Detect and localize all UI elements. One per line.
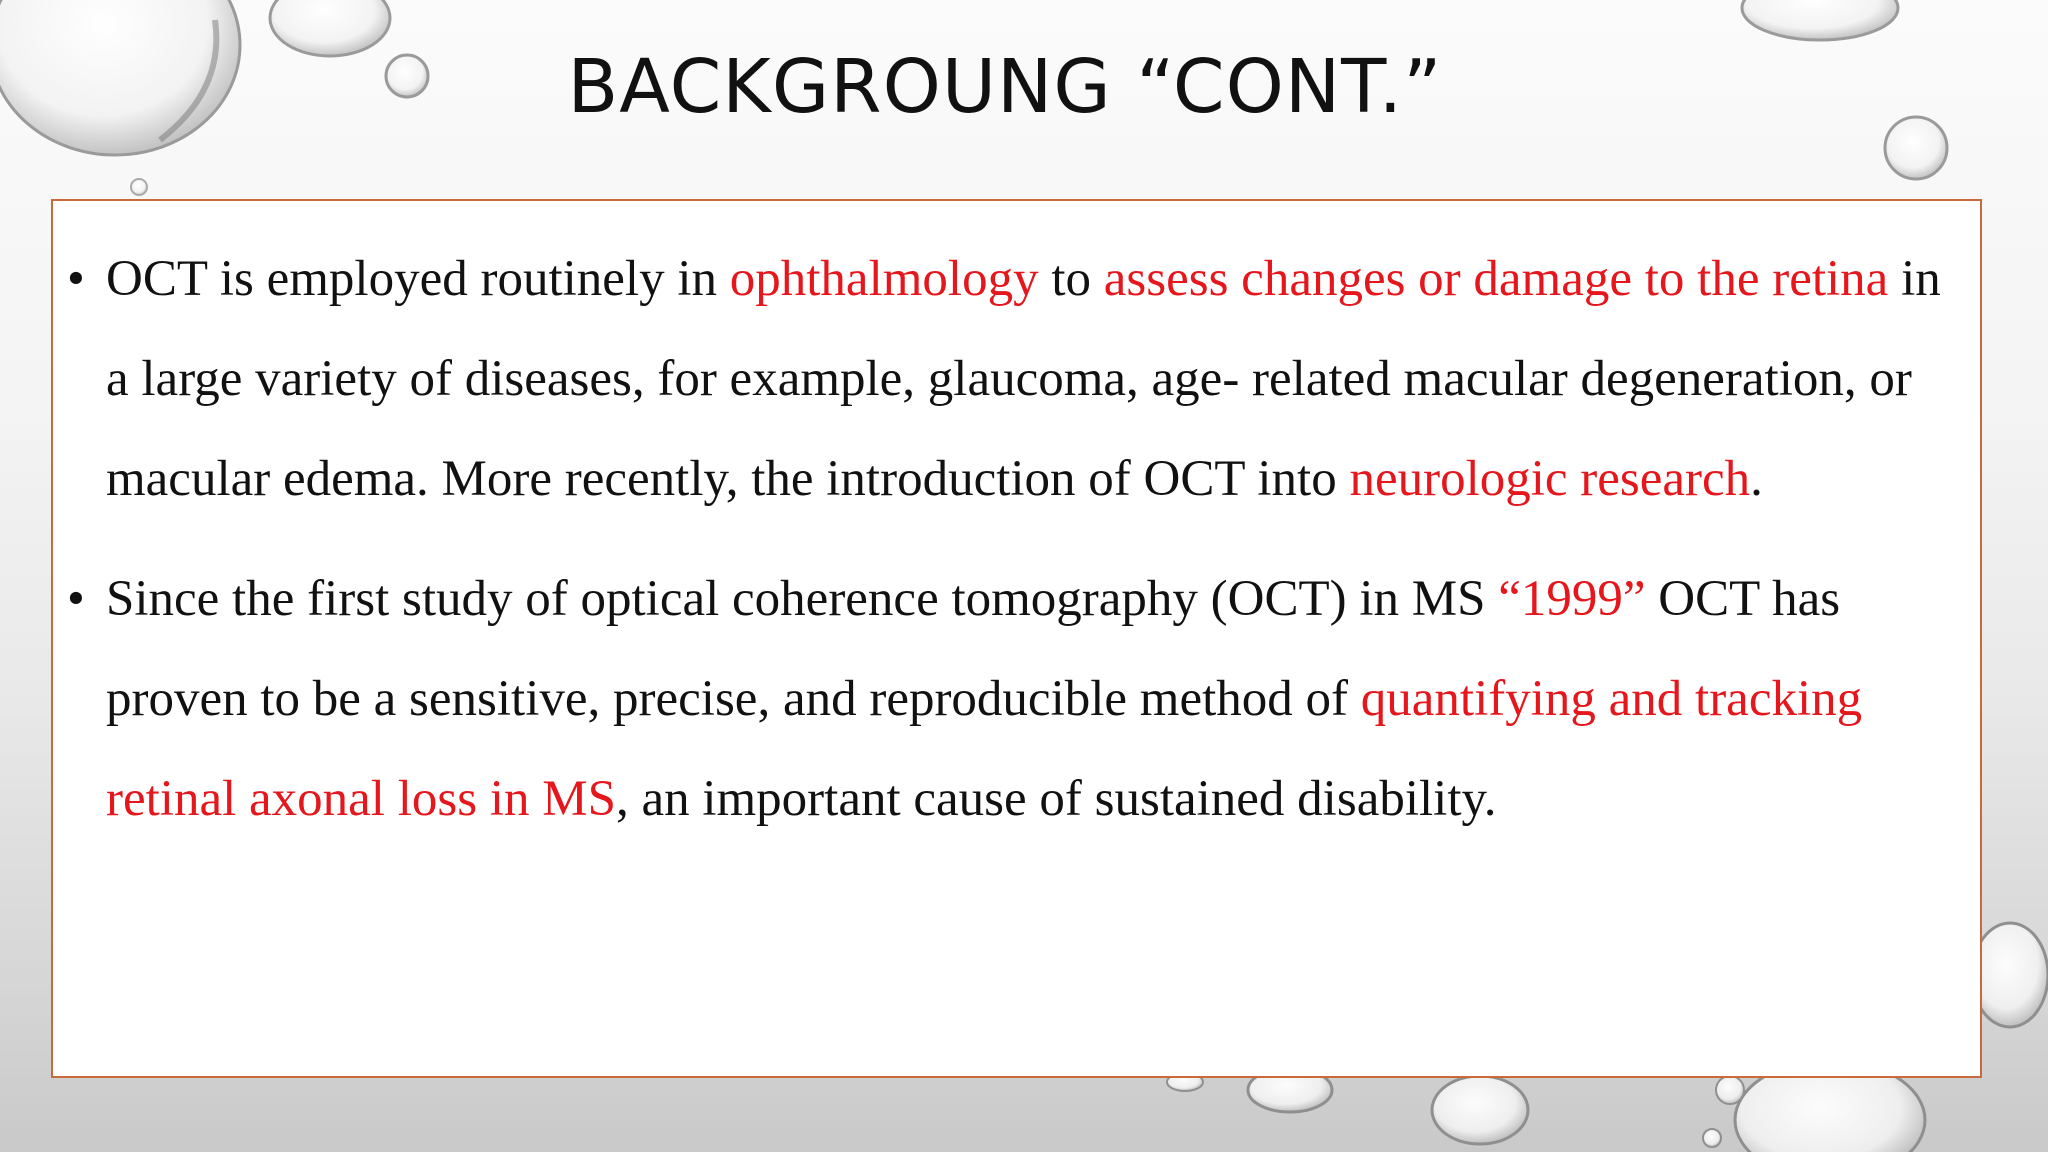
drop-bottom-right-edge	[1972, 923, 2048, 1027]
bullet-text-segment: in a large variety of diseases, for example, glaucoma, age- related macular degeneration, or macular edema. More recently, the introduction of OCT into	[106, 251, 1941, 507]
bullet-item-oct-ophthalmology	[53, 229, 1984, 529]
highlighted-phrase: assess changes or damage to the retina	[1103, 251, 1889, 307]
bullet-text-segment: to	[1038, 251, 1104, 307]
drop-top-right-large	[1742, 0, 1898, 40]
highlighted-phrase: neurologic research	[1349, 451, 1751, 507]
highlighted-phrase: “1999”	[1498, 571, 1646, 627]
bullet-text-segment: Since the first study of optical coherence tomography (OCT) in MS	[106, 571, 1499, 627]
slide-title: BACKGROUNG “CONT.”	[567, 44, 1443, 130]
bullet-marker: •	[67, 571, 85, 627]
highlighted-phrase: quantifying and tracking retinal axonal loss in MS	[106, 671, 1863, 827]
highlighted-phrase: ophthalmology	[729, 251, 1039, 307]
bullet-text-segment: .	[1750, 451, 1763, 507]
bullet-text-segment: OCT is employed routinely in	[106, 251, 730, 307]
bullet-list	[53, 229, 1984, 869]
content-box	[51, 199, 1982, 1078]
bullet-text-segment: , an important cause of sustained disability.	[615, 771, 1497, 827]
bullet-marker: •	[67, 251, 85, 307]
drop-bottom-mid-1	[1432, 1076, 1528, 1144]
bullet-text-segment: OCT has proven to be a sensitive, precise, and reproducible method of	[106, 571, 1841, 727]
drop-tiny-1	[131, 179, 147, 195]
drop-bottom-mid-5	[1703, 1129, 1721, 1147]
bullet-item-oct-ms-study	[53, 549, 1984, 849]
drop-bottom-mid-3	[1716, 1076, 1744, 1104]
